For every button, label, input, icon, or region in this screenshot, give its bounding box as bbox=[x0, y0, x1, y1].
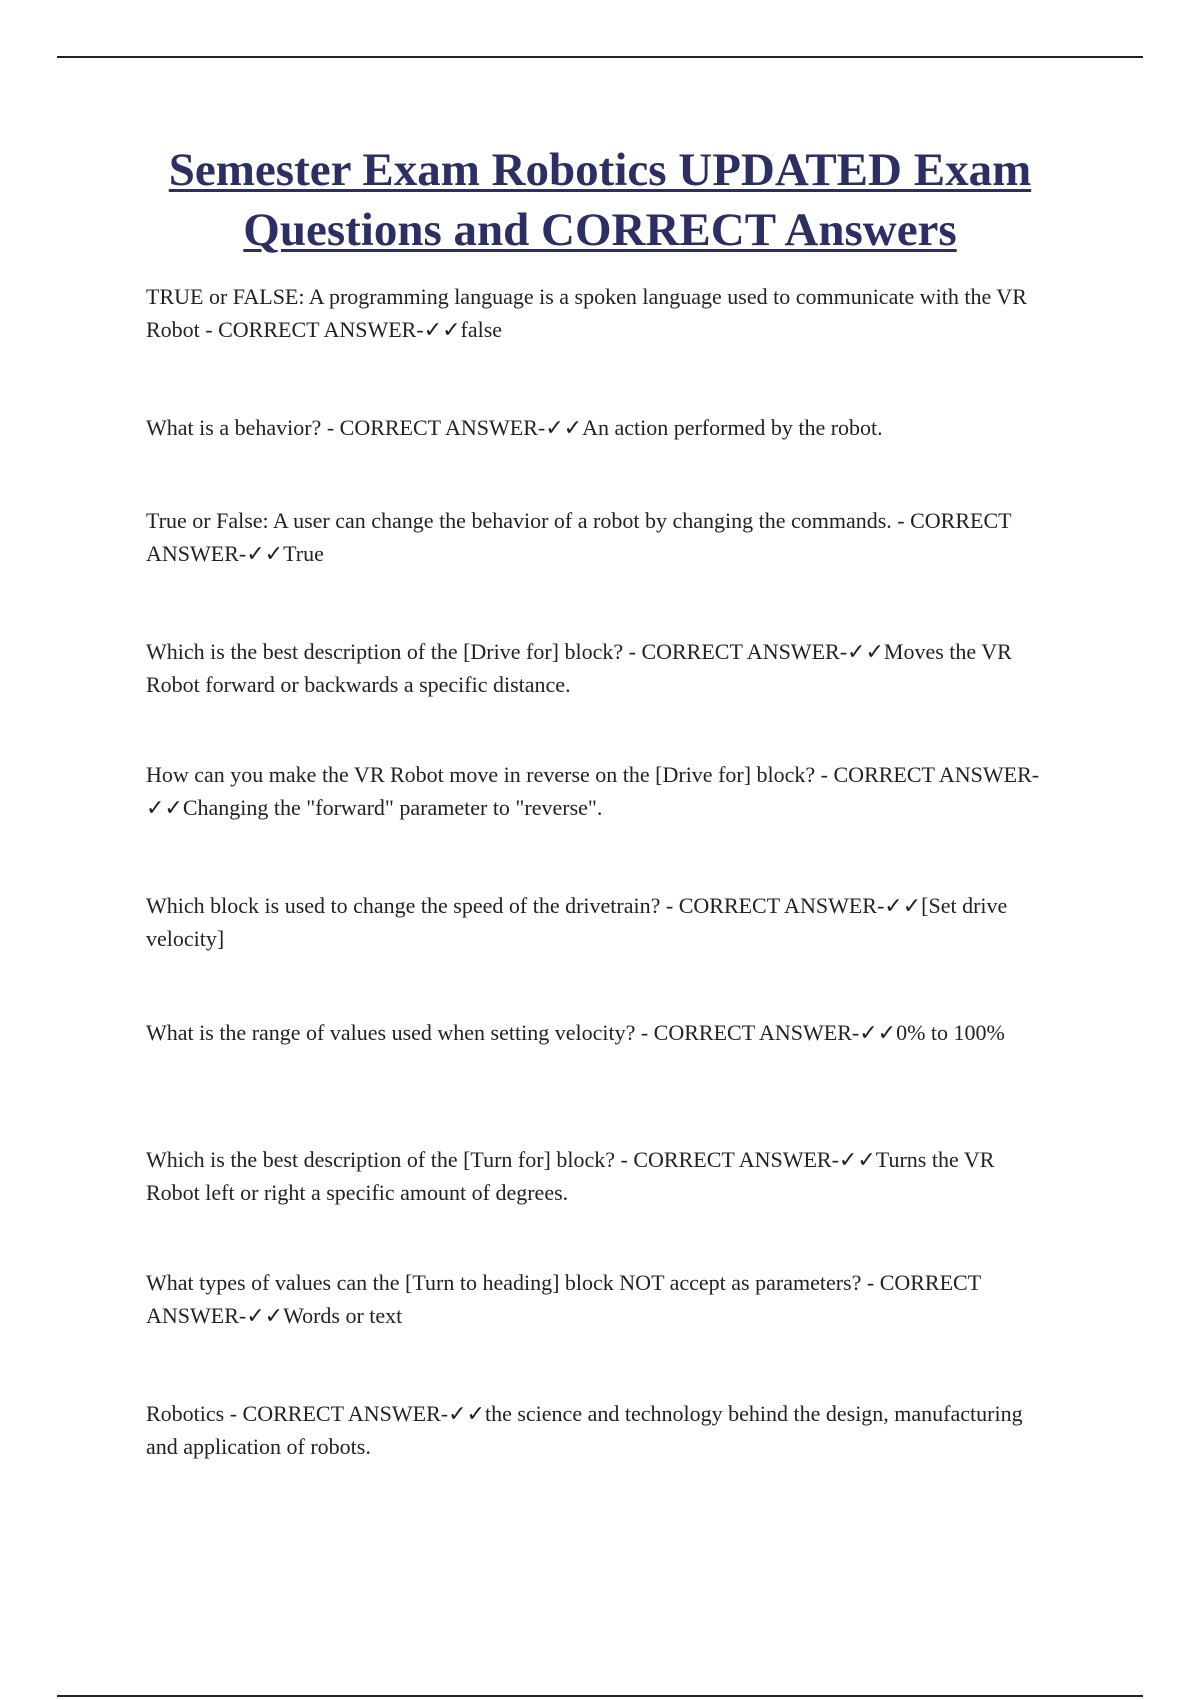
qa-item-6: Which block is used to change the speed of the drivetrain? - CORRECT ANSWER-✓✓[Set drive velocity] bbox=[146, 893, 1008, 951]
qa-item-3: True or False: A user can change the behavior of a robot by changing the commands. - CORRECT ANSWER-✓✓True bbox=[146, 508, 1012, 566]
qa-item-10: Robotics - CORRECT ANSWER-✓✓the science and technology behind the design, manufacturing and application of robots. bbox=[146, 1401, 1023, 1459]
document-title bbox=[100, 140, 1100, 260]
qa-item-5: How can you make the VR Robot move in reverse on the [Drive for] block? - CORRECT ANSWER-✓✓Changing the "forward" parameter to "reverse". bbox=[146, 762, 1040, 820]
qa-item-7: What is the range of values used when setting velocity? - CORRECT ANSWER-✓✓0% to 100% bbox=[146, 1020, 1005, 1045]
header-divider bbox=[57, 56, 1143, 58]
qa-item-4: Which is the best description of the [Drive for] block? - CORRECT ANSWER-✓✓Moves the VR Robot forward or backwards a specific distance. bbox=[146, 639, 1012, 697]
qa-item-1: TRUE or FALSE: A programming language is a spoken language used to communicate with the VR Robot - CORRECT ANSWER-✓✓false bbox=[146, 284, 1027, 342]
title-line-1: Semester Exam Robotics UPDATED Exam bbox=[168, 144, 1032, 196]
qa-item-8: Which is the best description of the [Turn for] block? - CORRECT ANSWER-✓✓Turns the VR Robot left or right a specific amount of degrees. bbox=[146, 1147, 995, 1205]
footer-divider bbox=[57, 1695, 1143, 1697]
qa-item-9: What types of values can the [Turn to heading] block NOT accept as parameters? - CORRECT ANSWER-✓✓Words or text bbox=[146, 1270, 981, 1328]
title-line-2: Questions and CORRECT Answers bbox=[243, 204, 957, 256]
qa-item-2: What is a behavior? - CORRECT ANSWER-✓✓An action performed by the robot. bbox=[146, 415, 883, 440]
